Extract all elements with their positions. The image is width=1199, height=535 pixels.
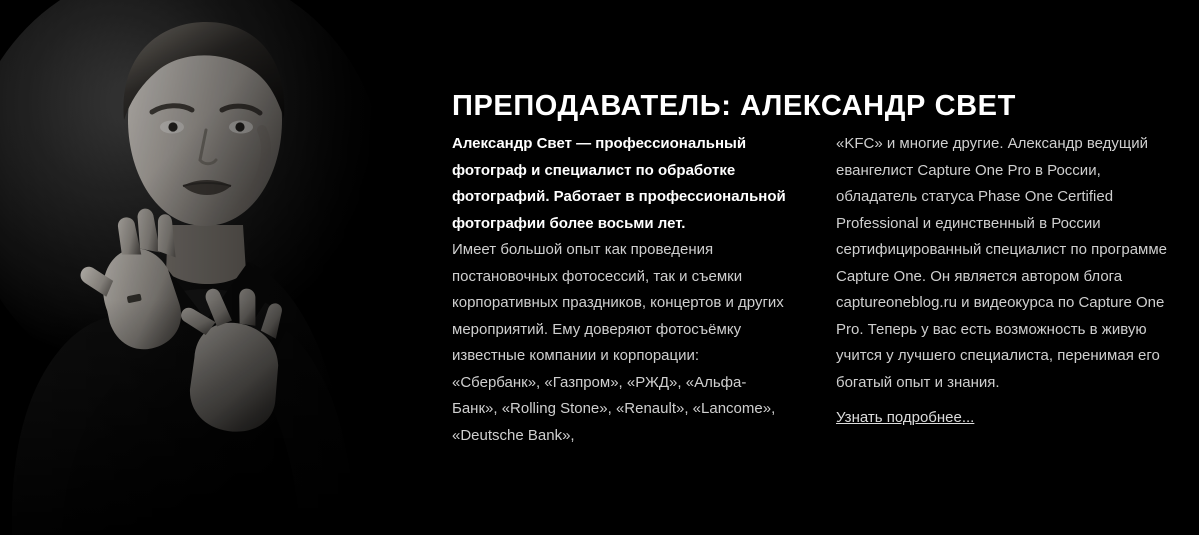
left-column-paragraph (452, 131, 788, 449)
column-right (836, 131, 1172, 449)
teacher-content (452, 0, 1182, 535)
column-left (452, 131, 788, 449)
text-columns (452, 131, 1172, 449)
learn-more-link[interactable]: Узнать подробнее... (836, 409, 975, 426)
right-column-paragraph: «KFC» и многие другие. Александр ведущий евангелист Capture One Pro в России, обладатель статуса Phase One Certified Professional и единственный в России сертифицированный специалист по программе Capture One. Он является автором блога captureoneblog.ru и видеокурса по Capture One Pro. Теперь у вас есть возможность в живую учится у лучшего специалиста, перенимая его богатый опыт и знания. (836, 135, 1168, 391)
lead-paragraph: Александр Свет — профессиональный фотограф и специалист по обработке фотографий. Работает в профессиональной фотографии более восьми лет. (452, 135, 786, 232)
instructor-portrait-photo (0, 0, 430, 535)
page-title: ПРЕПОДАВАТЕЛЬ: АЛЕКСАНДР СВЕТ (452, 90, 1016, 123)
left-body-text: Имеет большой опыт как проведения постановочных фотосессий, так и съемки корпоративных праздников, концертов и других мероприятий. Ему доверяют фотосъёмку известные компании и корпорации: «Сбербанк», «Газпром», «РЖД», «Альфа-Банк», «Rolling Stone», «Renault», «Lancome», «Deutsche Bank», (452, 241, 784, 444)
